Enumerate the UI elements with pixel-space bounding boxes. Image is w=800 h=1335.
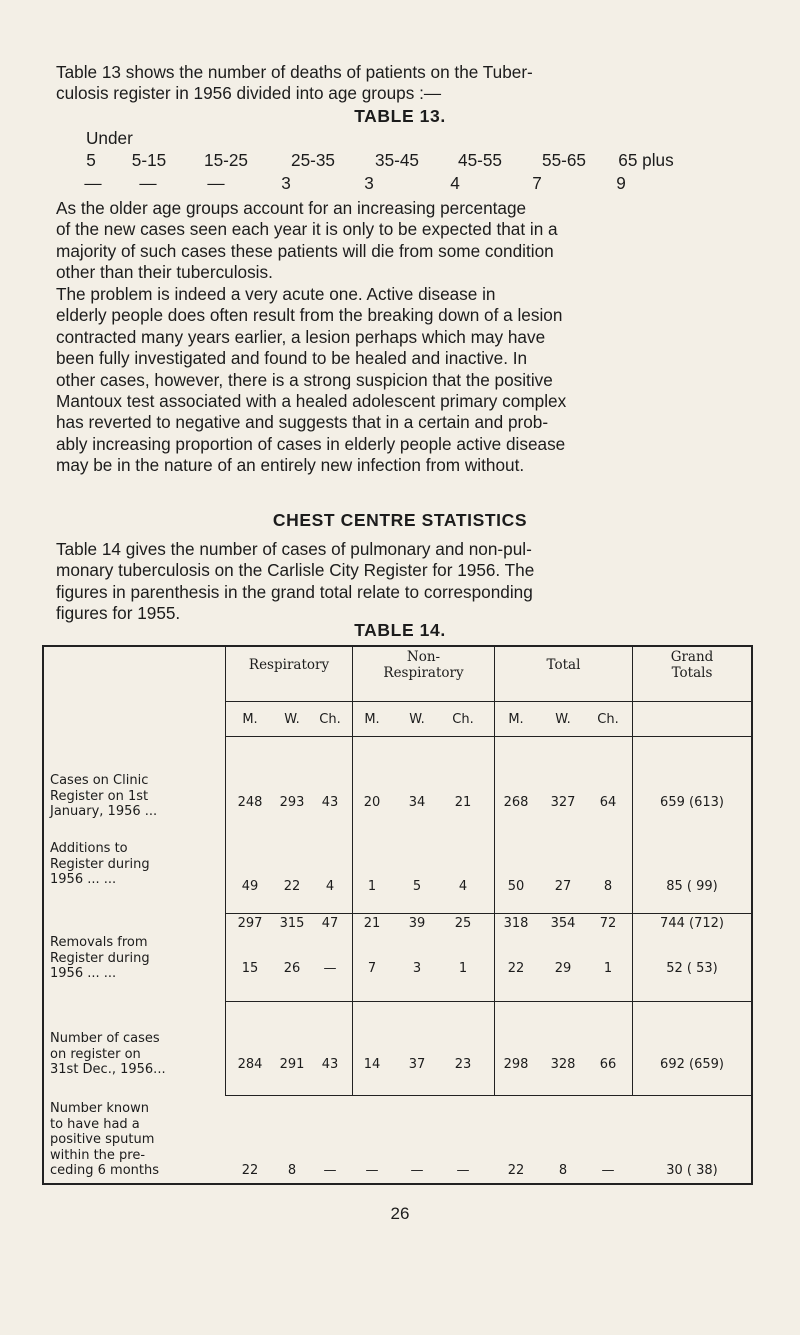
table-cell: 20 xyxy=(363,795,381,810)
table14 xyxy=(42,645,753,1185)
table-rule xyxy=(42,645,753,647)
row-label-removals xyxy=(50,935,150,982)
age-group: 45-55 xyxy=(458,150,502,170)
table-cell: 297 xyxy=(237,916,263,931)
death-count: — xyxy=(84,173,102,193)
table-cell: 284 xyxy=(237,1057,263,1072)
row-label-number xyxy=(50,1031,166,1078)
table-rule xyxy=(225,1001,751,1002)
age-group: 15-25 xyxy=(204,150,248,170)
header-non-respiratory xyxy=(353,649,494,681)
subheader: M. xyxy=(364,712,380,727)
table-cell: 8 xyxy=(603,879,613,894)
para-line: monary tuberculosis on the Carlisle City Register for 1956. The xyxy=(56,560,535,581)
table-cell: 14 xyxy=(363,1057,381,1072)
subheader: M. xyxy=(508,712,524,727)
table-cell: 318 xyxy=(503,916,529,931)
table-cell: — xyxy=(365,1163,379,1178)
table-cell: 268 xyxy=(503,795,529,810)
table-cell: 29 xyxy=(554,961,572,976)
table-cell: 8 xyxy=(558,1163,568,1178)
label-line: within the pre- xyxy=(50,1147,146,1163)
age-group: 35-45 xyxy=(375,150,419,170)
table-cell: 72 xyxy=(599,916,617,931)
header-line: Respiratory xyxy=(383,665,464,681)
table-cell: 291 xyxy=(279,1057,305,1072)
intro-line: Table 13 shows the number of deaths of patients on the Tuber- xyxy=(56,62,533,82)
table-cell: 4 xyxy=(325,879,335,894)
header-grand-totals xyxy=(633,649,751,681)
table-cell: 25 xyxy=(454,916,472,931)
table-rule xyxy=(42,1183,753,1185)
table-cell: 15 xyxy=(241,961,259,976)
para-line: majority of such cases these patients will die from some condition xyxy=(56,240,554,261)
table-rule xyxy=(632,645,633,1095)
age-group: 65 plus xyxy=(618,150,674,170)
row-label-sputum xyxy=(50,1101,159,1179)
subheader: W. xyxy=(284,712,300,727)
table-cell: — xyxy=(456,1163,470,1178)
table-cell: 3 xyxy=(412,961,422,976)
table-cell: 21 xyxy=(454,795,472,810)
subheader: W. xyxy=(409,712,425,727)
table-cell: 1 xyxy=(603,961,613,976)
death-count: 3 xyxy=(364,173,374,193)
table-cell: 50 xyxy=(507,879,525,894)
table-cell: 5 xyxy=(412,879,422,894)
table13-under-label: Under xyxy=(86,128,133,148)
table-cell: 328 xyxy=(550,1057,576,1072)
para-line: contracted many years earlier, a lesion perhaps which may have xyxy=(56,326,546,347)
table-cell: — xyxy=(323,961,337,976)
label-line: January, 1956 ... xyxy=(50,804,158,819)
header-total: Total xyxy=(546,657,581,673)
label-line: 1956 ... ... xyxy=(50,966,117,981)
age-group: 5-15 xyxy=(131,150,167,170)
table-cell: 49 xyxy=(241,879,259,894)
table-cell: 43 xyxy=(321,1057,339,1072)
para-line: The problem is indeed a very acute one. Active disease in xyxy=(56,284,496,304)
intro-line: culosis register in 1956 divided into age groups :— xyxy=(56,83,442,104)
para-line: figures in parenthesis in the grand total relate to corresponding xyxy=(56,581,533,602)
table13-age-groups xyxy=(0,150,800,172)
table-cell: 64 xyxy=(599,795,617,810)
para-line: been fully investigated and found to be healed and inactive. In xyxy=(56,348,528,369)
para-line: other cases, however, there is a strong suspicion that the positive xyxy=(56,369,553,390)
para-line: Table 14 gives the number of cases of pulmonary and non-pul- xyxy=(56,539,532,559)
death-count: — xyxy=(207,173,225,193)
table-cell: — xyxy=(410,1163,424,1178)
label-line: on register on xyxy=(50,1046,141,1062)
para-line: elderly people does often result from the breaking down of a lesion xyxy=(56,305,563,326)
table-cell: — xyxy=(601,1163,615,1178)
table-cell: 27 xyxy=(554,879,572,894)
intro-paragraph xyxy=(56,62,746,105)
table-cell: 1 xyxy=(458,961,468,976)
death-count: 9 xyxy=(616,173,626,193)
table-cell: 4 xyxy=(458,879,468,894)
table-cell: 34 xyxy=(408,795,426,810)
para-line: ably increasing proportion of cases in elderly people active disease xyxy=(56,433,566,454)
death-count: 4 xyxy=(450,173,460,193)
para-line: Mantoux test associated with a healed adolescent primary complex xyxy=(56,391,567,412)
table-cell: 22 xyxy=(507,1163,525,1178)
paragraph-table14-intro xyxy=(56,539,746,625)
label-line: ceding 6 months xyxy=(50,1163,160,1178)
section-heading: CHEST CENTRE STATISTICS xyxy=(272,510,528,530)
grand-total-cell: 744 (712) xyxy=(660,916,724,931)
label-line: positive sputum xyxy=(50,1132,155,1147)
table-cell: 248 xyxy=(237,795,263,810)
label-line: to have had a xyxy=(50,1116,140,1132)
table-cell: 23 xyxy=(454,1057,472,1072)
grand-total-cell: 30 ( 38) xyxy=(666,1163,718,1178)
table-cell: — xyxy=(323,1163,337,1178)
table-cell: 22 xyxy=(241,1163,259,1178)
para-line: of the new cases seen each year it is only to be expected that in a xyxy=(56,219,558,240)
table-cell: 39 xyxy=(408,916,426,931)
age-group: 25-35 xyxy=(291,150,335,170)
table-cell: 22 xyxy=(283,879,301,894)
header-line: Grand xyxy=(670,649,714,665)
grand-total-cell: 85 ( 99) xyxy=(666,879,718,894)
subheader: Ch. xyxy=(319,712,341,727)
table-rule xyxy=(751,645,753,1185)
header-line: Totals xyxy=(671,665,713,681)
para-line: As the older age groups account for an increasing percentage xyxy=(56,198,527,218)
subheader: Ch. xyxy=(452,712,474,727)
table-cell: 22 xyxy=(507,961,525,976)
table13-deaths xyxy=(0,173,800,195)
row-label-additions xyxy=(50,841,150,888)
table14-title: TABLE 14. xyxy=(354,620,446,640)
table-cell: 47 xyxy=(321,916,339,931)
header-respiratory: Respiratory xyxy=(248,657,330,673)
grand-total-cell: 692 (659) xyxy=(660,1057,724,1072)
label-line: Register during xyxy=(50,856,150,872)
para-line: has reverted to negative and suggests that in a certain and prob- xyxy=(56,412,549,433)
para-line: may be in the nature of an entirely new infection from without. xyxy=(56,455,525,476)
subheader: W. xyxy=(555,712,571,727)
table-rule xyxy=(225,913,751,914)
paragraph-age-groups xyxy=(56,198,746,284)
table-rule xyxy=(225,645,226,1095)
table-cell: 1 xyxy=(367,879,377,894)
label-line: Cases on Clinic xyxy=(50,773,149,788)
paragraph-problem xyxy=(56,284,746,477)
label-line: Removals from xyxy=(50,935,148,950)
para-line: figures for 1955. xyxy=(56,603,181,624)
table-cell: 354 xyxy=(550,916,576,931)
table-cell: 315 xyxy=(279,916,305,931)
table-rule xyxy=(352,645,353,1095)
subheader: M. xyxy=(242,712,258,727)
row-label-clinic xyxy=(50,773,157,820)
label-line: 31st Dec., 1956... xyxy=(50,1062,166,1077)
table-cell: 8 xyxy=(287,1163,297,1178)
table-cell: 66 xyxy=(599,1057,617,1072)
death-count: 3 xyxy=(281,173,291,193)
table-cell: 21 xyxy=(363,916,381,931)
death-count: — xyxy=(139,173,157,193)
table-rule xyxy=(225,701,751,702)
table-rule xyxy=(42,645,44,1185)
grand-total-cell: 52 ( 53) xyxy=(666,961,718,976)
page-number: 26 xyxy=(390,1204,410,1223)
para-line: other than their tuberculosis. xyxy=(56,262,273,283)
table-cell: 43 xyxy=(321,795,339,810)
table-cell: 327 xyxy=(550,795,576,810)
label-line: Additions to xyxy=(50,841,128,856)
label-line: Number known xyxy=(50,1101,149,1116)
table-rule xyxy=(225,1095,751,1096)
table-cell: 7 xyxy=(367,961,377,976)
grand-total-cell: 659 (613) xyxy=(660,795,724,810)
table-rule xyxy=(494,645,495,1095)
table-cell: 26 xyxy=(283,961,301,976)
age-group: 5 xyxy=(86,150,96,170)
table-cell: 37 xyxy=(408,1057,426,1072)
table-cell: 298 xyxy=(503,1057,529,1072)
label-line: 1956 ... ... xyxy=(50,872,117,887)
death-count: 7 xyxy=(532,173,542,193)
label-line: Register on 1st xyxy=(50,788,149,804)
subheader: Ch. xyxy=(597,712,619,727)
header-line: Non- xyxy=(406,649,441,665)
label-line: Register during xyxy=(50,950,150,966)
label-line: Number of cases xyxy=(50,1031,160,1046)
table-rule xyxy=(225,736,751,737)
table13-title: TABLE 13. xyxy=(354,106,446,126)
table-cell: 293 xyxy=(279,795,305,810)
age-group: 55-65 xyxy=(542,150,586,170)
